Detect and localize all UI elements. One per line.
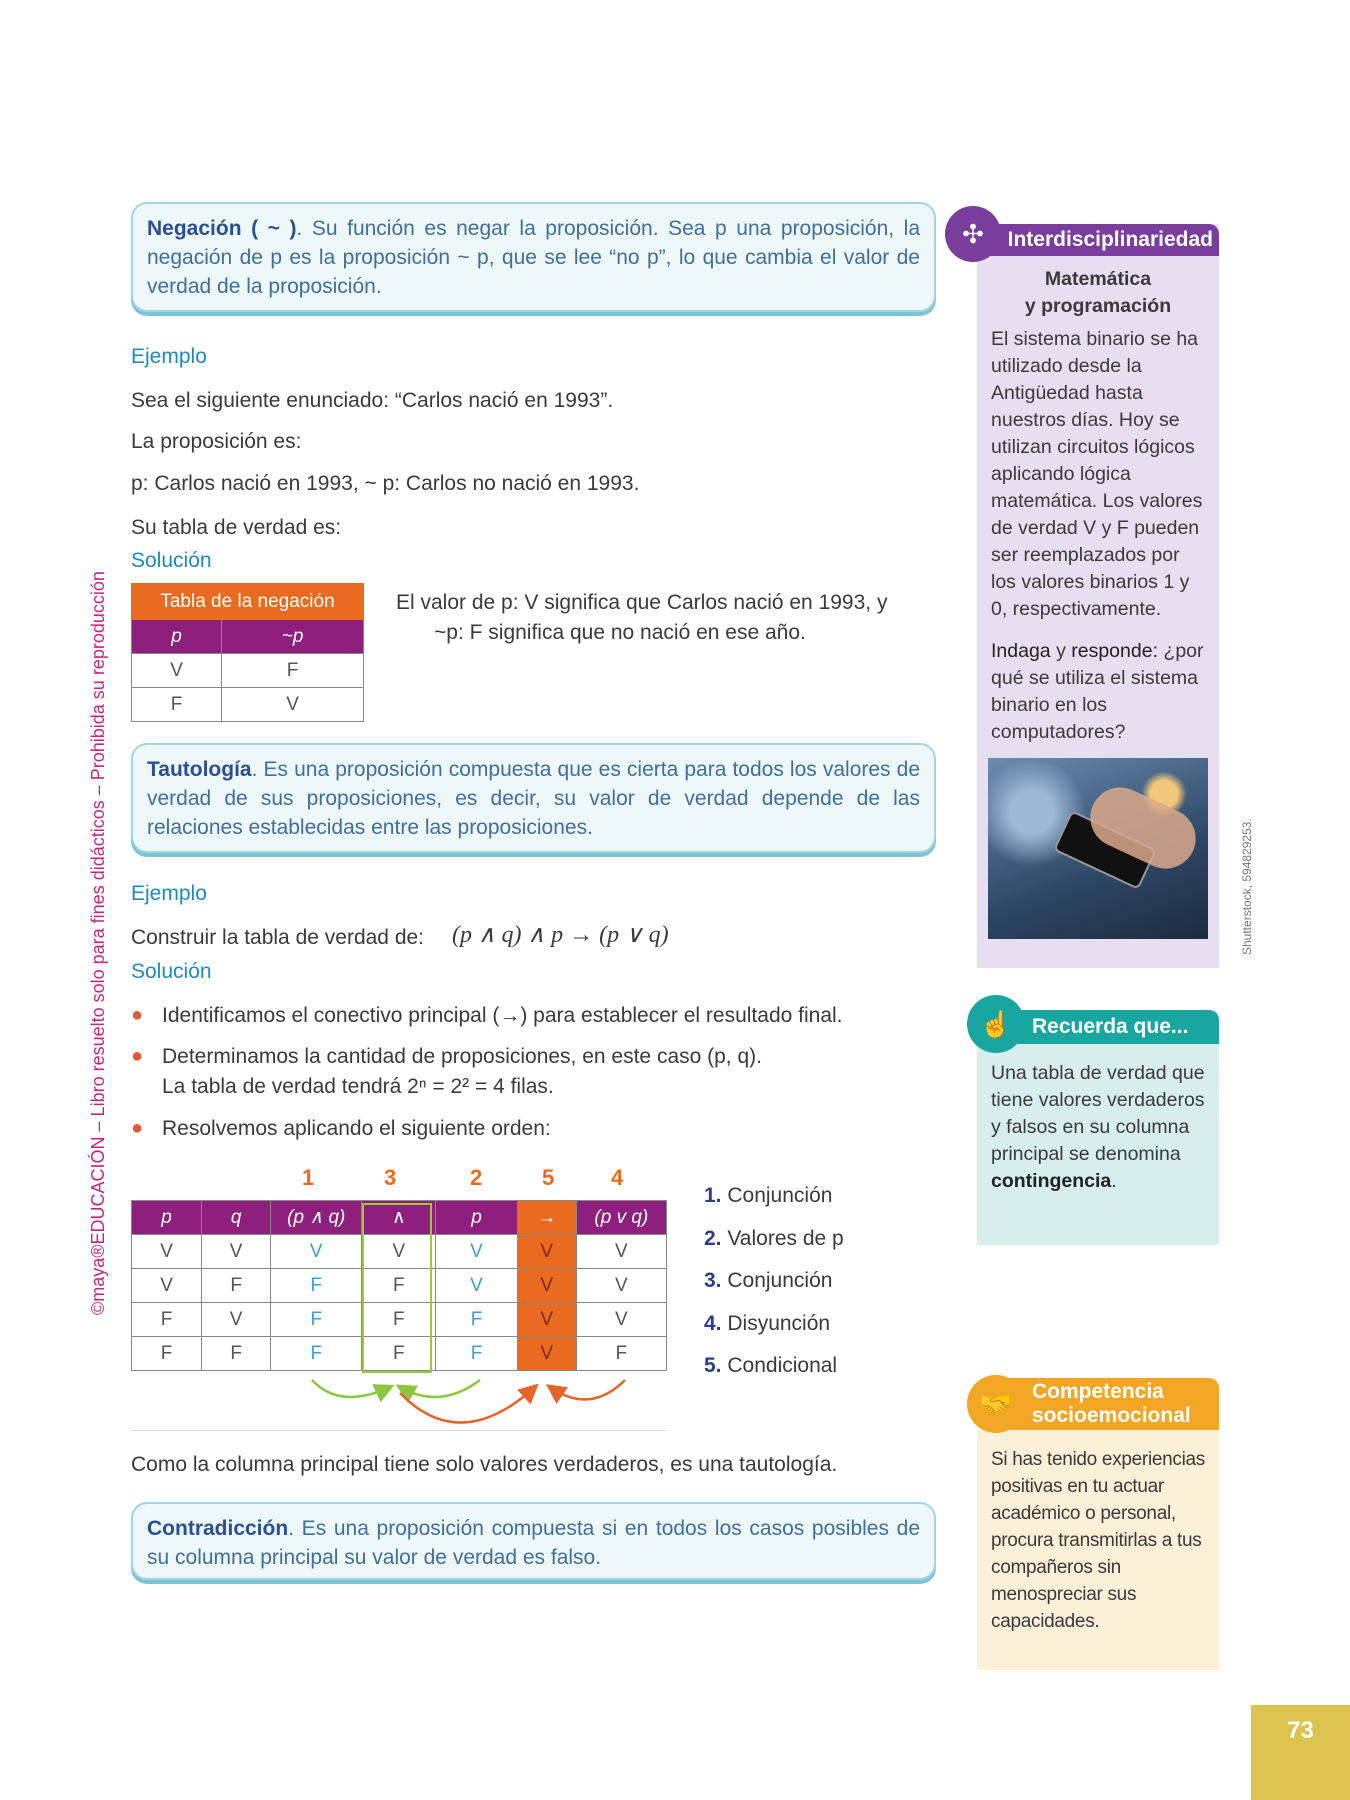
bullet-text: La tabla de verdad tendrá 2ⁿ = 2² = 4 filas. (162, 1075, 554, 1098)
table-cell: F (271, 1303, 362, 1337)
competence-body: Si has tenido experiencias positivas en tu actuar académico o personal, procura transmitirlas a tus compañeros sin menospreciar sus capacidades. (991, 1449, 1206, 1632)
smartphone-photo (988, 758, 1208, 939)
arrow-icon (400, 1387, 535, 1423)
example-line: La proposición es: (131, 430, 302, 453)
table-cell: F (436, 1303, 517, 1337)
table-cell: F (132, 1303, 202, 1337)
table-cell: V (576, 1303, 666, 1337)
negation-definition: Negación ( ~ ). Su función es negar la proposición. Sea p una proposición, la negación de p es la proposición ~ p, que se lee “no p”, lo que cambia el valor de verdad de la proposición. (131, 202, 936, 312)
header-cell: p (132, 620, 222, 654)
table-cell: V (517, 1269, 576, 1303)
interdisciplinary-title: Matemática y programación (1024, 268, 1172, 317)
indaga-prompt: Indaga y responde: ¿por qué se utiliza el sistema binario en los computadores? (991, 640, 1204, 743)
header-cell: (p v q) (576, 1201, 666, 1235)
remember-header: Recuerda que... (1000, 1010, 1219, 1044)
table-cell: V (576, 1235, 666, 1269)
construct-text: Construir la tabla de verdad de: (131, 926, 425, 949)
table-cell: V (517, 1337, 576, 1371)
table-cell: F (271, 1337, 362, 1371)
table-cell: V (271, 1235, 362, 1269)
table-cell: V (132, 1235, 202, 1269)
table-cell: V (132, 1269, 202, 1303)
negation-explanation: El valor de p: V significa que Carlos nació en 1993, y (396, 591, 888, 614)
table-cell: V (517, 1303, 576, 1337)
formula: (p ∧ q) ∧ p → (p ∨ q) (452, 922, 669, 948)
divider (131, 1430, 667, 1431)
table-cell: V (517, 1235, 576, 1269)
bullet-text: Identificamos el conectivo principal (→) para establecer el resultado final. (162, 1004, 843, 1027)
puzzle-icon: ✣ (945, 206, 1001, 262)
negation-table (131, 583, 364, 722)
interdisciplinary-body: El sistema binario se ha utilizado desde la Antigüedad hasta nuestros días. Hoy se utilizan circuitos lógicos aplicando lógica matemática. Los valores de verdad V y F pueden ser reemplazados por los valores binarios 1 y 0, respectivamente. (991, 328, 1203, 620)
table-cell: F (436, 1337, 517, 1371)
example-line: p: Carlos nació en 1993, ~ p: Carlos no nació en 1993. (131, 472, 640, 495)
order-legend-item: 1. Conjunción (704, 1184, 833, 1207)
interdisciplinary-header: Interdisciplinariedad (990, 224, 1219, 256)
photo-credit: Shutterstock, 594829253. (1240, 818, 1254, 955)
bullet-icon: ● (131, 1045, 144, 1067)
table-cell: F (132, 1337, 202, 1371)
order-legend-item: 5. Condicional (704, 1354, 838, 1377)
highlight-box (362, 1203, 432, 1373)
order-number: 1 (302, 1165, 315, 1190)
bullet-text: Resolvemos aplicando el siguiente orden: (162, 1117, 551, 1140)
contradiction-definition: Contradicción. Es una proposición compuesta si en todos los casos posibles de su columna principal su valor de verdad es falso. (131, 1502, 936, 1580)
table-cell: F (362, 1303, 436, 1337)
order-legend-item: 3. Conjunción (704, 1269, 833, 1292)
header-cell: q (202, 1201, 271, 1235)
remember-body: Una tabla de verdad que tiene valores verdaderos y falsos en su columna principal se denomina contingencia. (991, 1062, 1205, 1192)
order-legend-item: 2. Valores de p (704, 1227, 844, 1250)
table-cell: V (436, 1269, 517, 1303)
table-cell: F (362, 1337, 436, 1371)
example-line: Su tabla de verdad es: (131, 516, 342, 539)
handshake-icon: 🤝 (967, 1375, 1025, 1433)
solution-label: Solución (131, 960, 212, 983)
table-cell: V (132, 654, 222, 688)
header-cell: ∧ (362, 1201, 436, 1235)
example-label: Ejemplo (131, 345, 207, 368)
finger-string-icon: ☝ (967, 995, 1025, 1053)
header-cell: (p ∧ q) (271, 1201, 362, 1235)
table-cell: F (132, 688, 222, 722)
table-cell: V (362, 1235, 436, 1269)
conclusion-text: Como la columna principal tiene solo valores verdaderos, es una tautología. (131, 1453, 838, 1476)
table-cell: F (362, 1269, 436, 1303)
page-number: 73 (1251, 1705, 1350, 1800)
table-title: Tabla de la negación (132, 584, 364, 620)
table-cell: F (222, 654, 364, 688)
bullet-icon: ● (131, 1004, 144, 1026)
order-arrows (290, 1375, 650, 1435)
order-number: 3 (384, 1165, 397, 1190)
example-label: Ejemplo (131, 882, 207, 905)
header-cell: ~p (222, 620, 364, 654)
copyright-vertical: ©maya®EDUCACIÓN – Libro resuelto solo para fines didácticos – Prohibida su reproducción (88, 571, 108, 1315)
bullet-icon: ● (131, 1117, 144, 1139)
order-number: 5 (542, 1165, 555, 1190)
example-line: Sea el siguiente enunciado: “Carlos nació en 1993”. (131, 389, 614, 412)
table-cell: V (576, 1269, 666, 1303)
table-cell: V (222, 688, 364, 722)
table-cell: V (436, 1235, 517, 1269)
header-cell: → (517, 1201, 576, 1235)
negation-explanation: ~p: F significa que no nació en ese año. (434, 621, 806, 644)
arrow-icon (400, 1380, 480, 1397)
table-cell: V (202, 1235, 271, 1269)
competence-header: Competencia socioemocional (1000, 1378, 1219, 1430)
order-number: 2 (470, 1165, 483, 1190)
table-cell: F (202, 1269, 271, 1303)
tautology-definition: Tautología. Es una proposición compuesta que es cierta para todos los valores de verdad de sus proposiciones, es decir, su valor de verdad depende de las relaciones establecidas entre las proposiciones. (131, 743, 936, 853)
arrow-icon (312, 1380, 390, 1397)
order-number: 4 (611, 1165, 624, 1190)
table-cell: F (202, 1337, 271, 1371)
table-cell: V (202, 1303, 271, 1337)
order-legend-item: 4. Disyunción (704, 1312, 831, 1335)
arrow-icon (550, 1380, 625, 1399)
header-cell: p (436, 1201, 517, 1235)
header-cell: p (132, 1201, 202, 1235)
solution-label: Solución (131, 549, 212, 572)
bullet-text: Determinamos la cantidad de proposiciones, en este caso (p, q). (162, 1045, 762, 1068)
table-cell: F (271, 1269, 362, 1303)
table-cell: F (576, 1337, 666, 1371)
